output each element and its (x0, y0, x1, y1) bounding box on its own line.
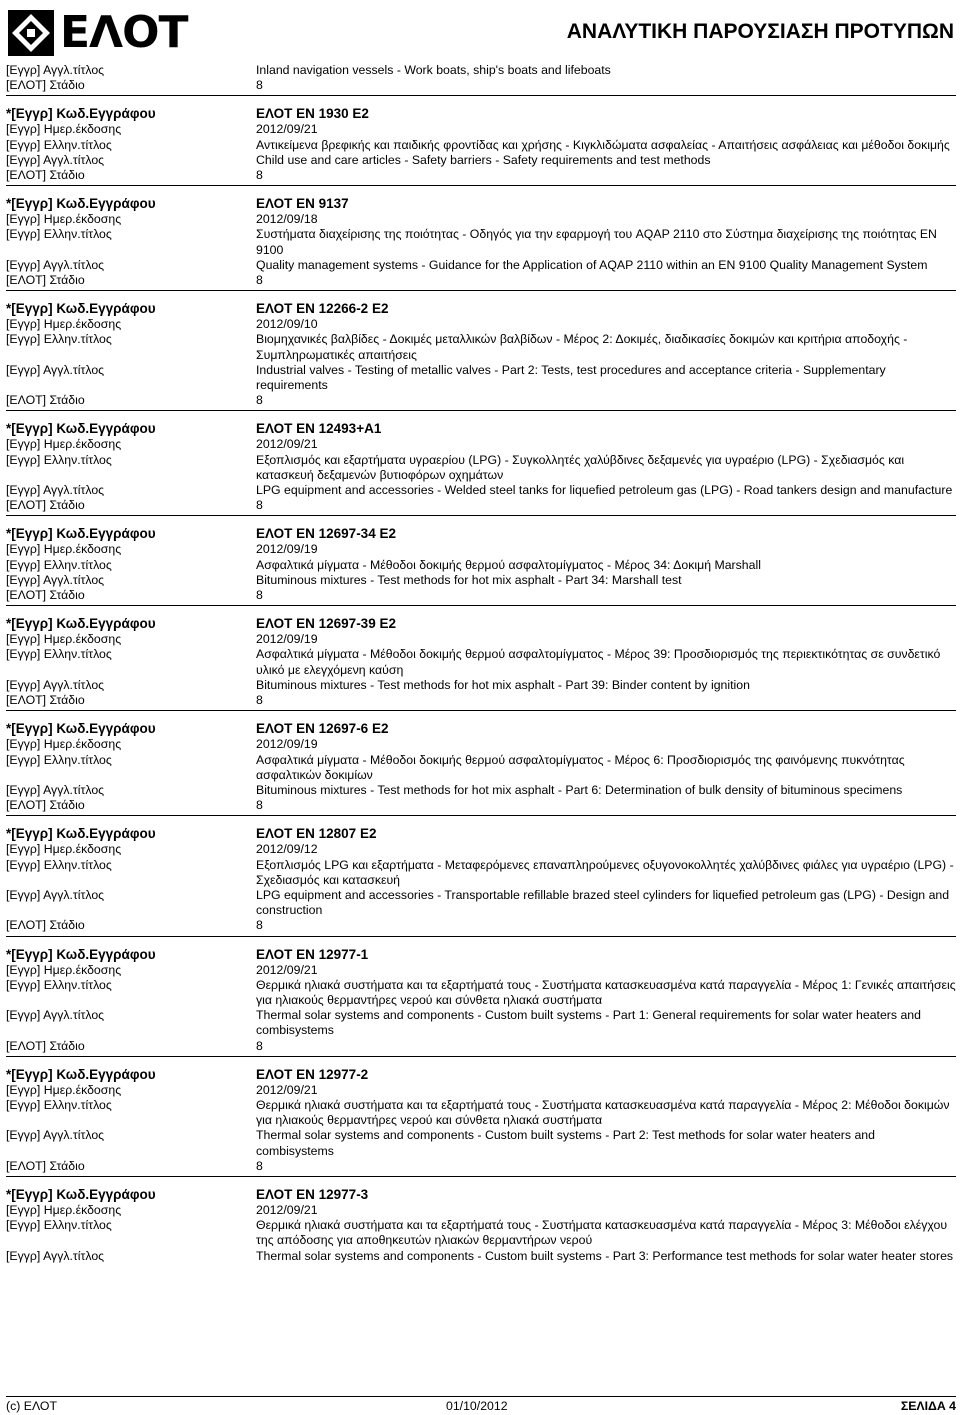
field-row-stage (6, 588, 956, 603)
field-label: [Εγγρ] Αγγλ.τίτλος (6, 782, 105, 797)
field-row-greek (6, 453, 956, 483)
field-label: *[Εγγρ] Κωδ.Εγγράφου (6, 946, 156, 962)
field-label: [ΕΛΟΤ] Στάδιο (6, 1038, 85, 1053)
field-label: [Εγγρ] Ελλην.τίτλος (6, 752, 112, 767)
field-row-english (6, 153, 956, 168)
field-label: [Εγγρ] Ελλην.τίτλος (6, 332, 112, 347)
logo-text: ΕΛΟΤ (60, 7, 188, 58)
english-title: Child use and care articles - Safety barriers - Safety requirements and test methods (256, 152, 711, 167)
english-title: Bituminous mixtures - Test methods for hot mix asphalt - Part 34: Marshall test (256, 572, 682, 587)
field-label: [ΕΛΟΤ] Στάδιο (6, 273, 85, 288)
issue-date: 2012/09/21 (256, 1202, 318, 1217)
field-row-greek (6, 858, 956, 888)
greek-title: Ασφαλτικά μίγματα - Μέθοδοι δοκιμής θερμού ασφαλτομίγματος - Μέρος 39: Προσδιορισμός της περιεκτικότητας σε συνδετικό υλικό με ελεγχόμενη καύση (256, 647, 941, 677)
field-row-date (6, 122, 956, 137)
greek-title: Αντικείμενα βρεφικής και παιδικής φροντίδας και χρήσης - Κιγκλιδώματα ασφαλείας - Απαιτήσεις ασφάλειας και μέθοδοι δοκιμής (256, 137, 950, 152)
stage-value: 8 (256, 1158, 263, 1173)
field-label: [ΕΛΟΤ] Στάδιο (6, 588, 85, 603)
record-block (6, 63, 956, 96)
field-label: [Εγγρ] Ημερ.έκδοσης (6, 1202, 122, 1217)
english-title: Bituminous mixtures - Test methods for hot mix asphalt - Part 6: Determination of bulk density of bituminous specimens (256, 782, 903, 797)
field-row-date (6, 963, 956, 978)
record-block (6, 291, 956, 411)
field-label: [Εγγρ] Αγγλ.τίτλος (6, 887, 105, 902)
issue-date: 2012/09/19 (256, 737, 318, 752)
issue-date: 2012/09/12 (256, 842, 318, 857)
document-code: ΕΛΟΤ ΕΝ 12807 E2 (256, 826, 377, 842)
field-row-greek (6, 1098, 956, 1128)
field-row-code (6, 525, 956, 542)
document-code: ΕΛΟΤ ΕΝ 12977-1 (256, 946, 369, 962)
stage-value: 8 (256, 693, 263, 708)
field-row-stage (6, 918, 956, 933)
field-row-date (6, 542, 956, 557)
field-label: [Εγγρ] Ημερ.έκδοσης (6, 542, 122, 557)
field-label: [Εγγρ] Ημερ.έκδοσης (6, 317, 122, 332)
field-label: [Εγγρ] Ημερ.έκδοσης (6, 437, 122, 452)
english-title: Thermal solar systems and components - Custom built systems - Part 3: Performance test methods for solar water heater stores (256, 1248, 954, 1263)
field-label: [Εγγρ] Ελλην.τίτλος (6, 857, 112, 872)
field-label: [Εγγρ] Αγγλ.τίτλος (6, 1248, 105, 1263)
field-label: [ΕΛΟΤ] Στάδιο (6, 798, 85, 813)
field-label: [Εγγρ] Ημερ.έκδοσης (6, 122, 122, 137)
record-block (6, 937, 956, 1057)
field-label: [Εγγρ] Ελλην.τίτλος (6, 227, 112, 242)
field-row-stage (6, 498, 956, 513)
document-code: ΕΛΟΤ ΕΝ 12266-2 E2 (256, 301, 389, 317)
field-row-date (6, 737, 956, 752)
field-label: *[Εγγρ] Κωδ.Εγγράφου (6, 421, 156, 437)
field-label: [Εγγρ] Ελλην.τίτλος (6, 647, 112, 662)
field-row-code (6, 946, 956, 963)
field-row-english (6, 573, 956, 588)
field-label: [Εγγρ] Αγγλ.τίτλος (6, 677, 105, 692)
field-row-stage (6, 1159, 956, 1174)
english-title: Inland navigation vessels - Work boats, ship's boats and lifeboats (256, 63, 611, 77)
field-label: [Εγγρ] Ελλην.τίτλος (6, 1097, 112, 1112)
copyright: (c) ΕΛΟΤ (6, 1399, 57, 1413)
field-row-english (6, 783, 956, 798)
field-label: *[Εγγρ] Κωδ.Εγγράφου (6, 721, 156, 737)
field-row-english (6, 258, 956, 273)
field-label: [ΕΛΟΤ] Στάδιο (6, 1158, 85, 1173)
record-block (6, 1177, 956, 1266)
stage-value: 8 (256, 78, 263, 93)
field-label: [Εγγρ] Αγγλ.τίτλος (6, 1008, 105, 1023)
field-label: [ΕΛΟΤ] Στάδιο (6, 498, 85, 513)
field-row-greek (6, 138, 956, 153)
field-row-greek (6, 978, 956, 1008)
field-row-date (6, 842, 956, 857)
field-row-greek (6, 227, 956, 257)
field-label: [Εγγρ] Ημερ.έκδοσης (6, 962, 122, 977)
field-label: [Εγγρ] Ημερ.έκδοσης (6, 212, 122, 227)
field-row-date (6, 317, 956, 332)
stage-value: 8 (256, 168, 263, 183)
field-row-english (6, 678, 956, 693)
issue-date: 2012/09/18 (256, 212, 318, 227)
field-row-greek (6, 647, 956, 677)
field-label: [Εγγρ] Ελλην.τίτλος (6, 557, 112, 572)
field-row-stage (6, 1039, 956, 1054)
record-block (6, 411, 956, 516)
field-label: *[Εγγρ] Κωδ.Εγγράφου (6, 826, 156, 842)
field-row-date (6, 1083, 956, 1098)
english-title: Industrial valves - Testing of metallic valves - Part 2: Tests, test procedures and acceptance criteria - Supplementary requirements (256, 362, 886, 393)
greek-title: Εξοπλισμός LPG και εξαρτήματα - Μεταφερόμενες επαναπληρούμενες οξυγονοκολλητές χαλύβδινες φιάλες για υγραέριο (LPG) - Σχεδιασμός και κατασκευή (256, 857, 954, 887)
field-row-english (6, 1128, 956, 1158)
field-label: [Εγγρ] Αγγλ.τίτλος (6, 1128, 105, 1143)
greek-title: Ασφαλτικά μίγματα - Μέθοδοι δοκιμής θερμού ασφαλτομίγματος - Μέρος 34: Δοκιμή Marshall (256, 557, 761, 572)
field-label: *[Εγγρ] Κωδ.Εγγράφου (6, 1066, 156, 1082)
field-label: [Εγγρ] Αγγλ.τίτλος (6, 483, 105, 498)
field-row-greek (6, 753, 956, 783)
document-code: ΕΛΟΤ ΕΝ 9137 (256, 196, 349, 212)
field-label: [ΕΛΟΤ] Στάδιο (6, 168, 85, 183)
issue-date: 2012/09/19 (256, 542, 318, 557)
field-label: [ΕΛΟΤ] Στάδιο (6, 918, 85, 933)
field-row-date (6, 212, 956, 227)
issue-date: 2012/09/21 (256, 962, 318, 977)
page-number: ΣΕΛΙΔΑ 4 (900, 1399, 956, 1413)
record-block (6, 606, 956, 711)
english-title: LPG equipment and accessories - Welded steel tanks for liquefied petroleum gas (LPG) - Road tankers design and manufacture (256, 483, 953, 498)
record-block (6, 711, 956, 816)
print-date: 01/10/2012 (446, 1399, 508, 1413)
field-label: [ΕΛΟΤ] Στάδιο (6, 693, 85, 708)
elot-logo (8, 7, 188, 58)
english-title: Thermal solar systems and components - Custom built systems - Part 2: Test methods for solar water heaters and combisystems (256, 1128, 875, 1158)
record-block (6, 816, 956, 936)
page-header (0, 0, 960, 62)
greek-title: Θερμικά ηλιακά συστήματα και τα εξαρτήματά τους - Συστήματα κατασκευασμένα κατά παραγγελία - Μέρος 1: Γενικές απαιτήσεις για ηλιακούς θερμαντήρες νερού και σύνθετα ηλιακά συστήματα (256, 977, 956, 1007)
field-label: *[Εγγρ] Κωδ.Εγγράφου (6, 1186, 156, 1202)
field-label: [Εγγρ] Ημερ.έκδοσης (6, 737, 122, 752)
field-label: [Εγγρ] Αγγλ.τίτλος (6, 257, 105, 272)
elot-emblem-icon (8, 10, 54, 56)
field-label: *[Εγγρ] Κωδ.Εγγράφου (6, 106, 156, 122)
field-label: [Εγγρ] Ημερ.έκδοσης (6, 632, 122, 647)
field-row-code (6, 420, 956, 437)
document-code: ΕΛΟΤ ΕΝ 12977-3 (256, 1186, 369, 1202)
field-label: [Εγγρ] Ημερ.έκδοσης (6, 1082, 122, 1097)
issue-date: 2012/09/21 (256, 122, 318, 137)
stage-value: 8 (256, 918, 263, 933)
field-label: [Εγγρ] Αγγλ.τίτλος (6, 572, 105, 587)
field-label: *[Εγγρ] Κωδ.Εγγράφου (6, 301, 156, 317)
page-footer (6, 1396, 956, 1414)
stage-value: 8 (256, 798, 263, 813)
document-code: ΕΛΟΤ ΕΝ 1930 E2 (256, 106, 369, 122)
stage-value: 8 (256, 393, 263, 408)
field-label: *[Εγγρ] Κωδ.Εγγράφου (6, 526, 156, 542)
field-row-code (6, 105, 956, 122)
issue-date: 2012/09/19 (256, 632, 318, 647)
field-label: [Εγγρ] Αγγλ.τίτλος (6, 152, 105, 167)
record-block (6, 96, 956, 186)
field-row-date (6, 437, 956, 452)
field-row-stage (6, 273, 956, 288)
field-label: [Εγγρ] Ελλην.τίτλος (6, 977, 112, 992)
field-row-english (6, 1008, 956, 1038)
field-label: [Εγγρ] Ημερ.έκδοσης (6, 842, 122, 857)
english-title: Quality management systems - Guidance for the Application of AQAP 2110 within an EN 9100 Quality Management System (256, 257, 928, 272)
stage-value: 8 (256, 273, 263, 288)
field-row-english (6, 483, 956, 498)
field-label: [Εγγρ] Ελλην.τίτλος (6, 137, 112, 152)
document-code: ΕΛΟΤ ΕΝ 12493+A1 (256, 421, 382, 437)
field-row-code (6, 720, 956, 737)
record-block (6, 516, 956, 606)
stage-value: 8 (256, 1038, 263, 1053)
field-label: *[Εγγρ] Κωδ.Εγγράφου (6, 196, 156, 212)
field-row-english (6, 363, 956, 393)
field-row-greek (6, 558, 956, 573)
field-row-code (6, 1066, 956, 1083)
field-row-code (6, 1186, 956, 1203)
issue-date: 2012/09/10 (256, 317, 318, 332)
field-label: [Εγγρ] Αγγλ.τίτλος (6, 362, 105, 377)
field-row-code (6, 300, 956, 317)
stage-value: 8 (256, 588, 263, 603)
english-title: Thermal solar systems and components - Custom built systems - Part 1: General requirements for solar water heaters and combisystems (256, 1008, 921, 1038)
record-block (6, 1057, 956, 1177)
field-row-english (6, 63, 956, 78)
field-row-greek (6, 332, 956, 362)
field-row-code (6, 195, 956, 212)
field-row-stage (6, 393, 956, 408)
field-label: [Εγγρ] Ελλην.τίτλος (6, 452, 112, 467)
field-label: [ΕΛΟΤ] Στάδιο (6, 393, 85, 408)
field-label: [ΕΛΟΤ] Στάδιο (6, 78, 85, 93)
field-row-stage (6, 168, 956, 183)
issue-date: 2012/09/21 (256, 437, 318, 452)
document-code: ΕΛΟΤ ΕΝ 12697-6 E2 (256, 721, 389, 737)
field-label: [Εγγρ] Ελλην.τίτλος (6, 1218, 112, 1233)
field-row-greek (6, 1218, 956, 1248)
document-code: ΕΛΟΤ ΕΝ 12697-34 E2 (256, 526, 396, 542)
greek-title: Εξοπλισμός και εξαρτήματα υγραερίου (LPG) - Συγκολλητές χαλύβδινες δεξαμενές για υγραέριο (LPG) - Σχεδιασμός και κατασκευή δεξαμενών βυτιοφόρων οχημάτων (256, 452, 905, 482)
document-code: ΕΛΟΤ ΕΝ 12697-39 E2 (256, 616, 396, 632)
field-label: *[Εγγρ] Κωδ.Εγγράφου (6, 616, 156, 632)
report-title: ΑΝΑΛΥΤΙΚΗ ΠΑΡΟΥΣΙΑΣΗ ΠΡΟΤΥΠΩΝ (566, 20, 954, 43)
field-row-code (6, 615, 956, 632)
greek-title: Θερμικά ηλιακά συστήματα και τα εξαρτήματά τους - Συστήματα κατασκευασμένα κατά παραγγελία - Μέρος 3: Μέθοδοι ελέγχου της απόδοσης για αποθηκευτών ηλιακών θερμαντήρων νερού (256, 1218, 948, 1248)
field-row-date (6, 632, 956, 647)
greek-title: Συστήματα διαχείρισης της ποιότητας - Οδηγός για την εφαρμογή του AQAP 2110 στο Σύστημα διαχείρισης της ποιότητας ΕΝ 9100 (256, 227, 937, 257)
field-row-code (6, 825, 956, 842)
field-row-stage (6, 693, 956, 708)
greek-title: Βιομηχανικές βαλβίδες - Δοκιμές μεταλλικών βαλβίδων - Μέρος 2: Δοκιμές, διαδικασίες δοκιμών και κριτήρια αποδοχής - Συμπληρωματικές απαιτήσεις (256, 332, 908, 362)
record-block (6, 186, 956, 291)
greek-title: Θερμικά ηλιακά συστήματα και τα εξαρτήματά τους - Συστήματα κατασκευασμένα κατά παραγγελία - Μέρος 2: Μέθοδοι δοκιμών για ηλιακούς θερμαντήρες νερού και σύνθετα ηλιακά συστήματα (256, 1097, 950, 1128)
greek-title: Ασφαλτικά μίγματα - Μέθοδοι δοκιμής θερμού ασφαλτομίγματος - Μέρος 6: Προσδιορισμός της φαινόμενης πυκνότητας ασφαλτικών δοκιμίων (256, 752, 905, 782)
english-title: LPG equipment and accessories - Transportable refillable brazed steel cylinders for liquefied petroleum gas (LPG) - Design and construction (256, 887, 950, 918)
field-row-english (6, 888, 956, 918)
records-list (6, 63, 956, 1266)
issue-date: 2012/09/21 (256, 1082, 318, 1097)
field-row-stage (6, 798, 956, 813)
field-label: [Εγγρ] Αγγλ.τίτλος (6, 63, 105, 77)
document-code: ΕΛΟΤ ΕΝ 12977-2 (256, 1066, 369, 1082)
field-row-stage (6, 78, 956, 93)
field-row-date (6, 1203, 956, 1218)
english-title: Bituminous mixtures - Test methods for hot mix asphalt - Part 39: Binder content by ignition (256, 677, 750, 692)
field-row-english (6, 1249, 956, 1264)
stage-value: 8 (256, 498, 263, 513)
